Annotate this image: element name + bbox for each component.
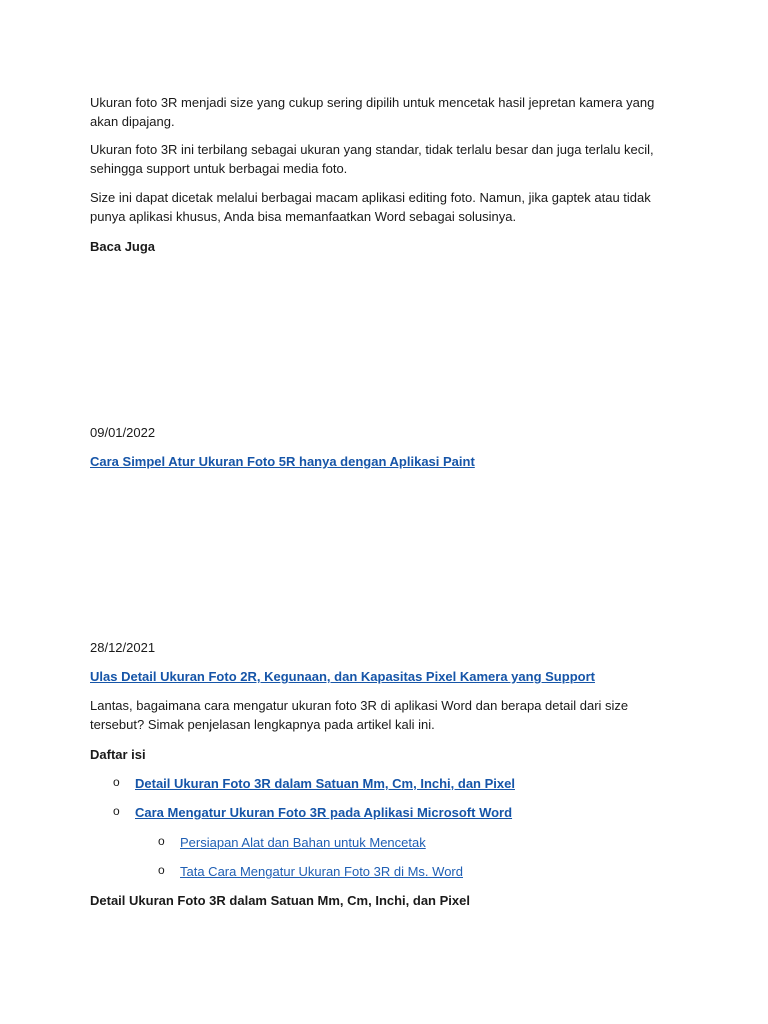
intro-paragraph-3: Size ini dapat dicetak melalui berbagai macam aplikasi editing foto. Namun, jika gaptek atau tidak punya aplikasi khusus, Anda bisa memanfaatkan Word sebagai solusinya. <box>90 190 651 224</box>
lead-paragraph: Lantas, bagaimana cara mengatur ukuran foto 3R di aplikasi Word dan berapa detail dari size tersebut? Simak penjelasan lengkapnya pada artikel kali ini. <box>90 698 629 732</box>
intro-paragraph-1: Ukuran foto 3R menjadi size yang cukup sering dipilih untuk mencetak hasil jepretan kamera yang akan dipajang. <box>90 95 655 129</box>
toc-bullet: o <box>113 775 120 789</box>
toc-sublink[interactable]: Tata Cara Mengatur Ukuran Foto 3R di Ms. Word <box>180 864 463 879</box>
related-article-date: 09/01/2022 <box>90 425 156 440</box>
related-article-date: 28/12/2021 <box>90 640 156 655</box>
related-article-link[interactable]: Cara Simpel Atur Ukuran Foto 5R hanya dengan Aplikasi Paint <box>90 454 475 469</box>
toc-sublink[interactable]: Persiapan Alat dan Bahan untuk Mencetak <box>180 835 426 850</box>
baca-juga-heading: Baca Juga <box>90 239 156 254</box>
related-article-link[interactable]: Ulas Detail Ukuran Foto 2R, Kegunaan, dan Kapasitas Pixel Kamera yang Support <box>90 669 595 684</box>
toc-bullet: o <box>158 834 165 848</box>
toc-bullet: o <box>158 863 165 877</box>
section-heading: Detail Ukuran Foto 3R dalam Satuan Mm, Cm, Inchi, dan Pixel <box>90 893 470 908</box>
toc-bullet: o <box>113 804 120 818</box>
toc-heading: Daftar isi <box>90 747 146 762</box>
intro-paragraph-2: Ukuran foto 3R ini terbilang sebagai ukuran yang standar, tidak terlalu besar dan juga terlalu kecil, sehingga support untuk berbagai media foto. <box>90 142 654 176</box>
toc-link[interactable]: Cara Mengatur Ukuran Foto 3R pada Aplikasi Microsoft Word <box>135 805 513 820</box>
toc-link[interactable]: Detail Ukuran Foto 3R dalam Satuan Mm, Cm, Inchi, dan Pixel <box>135 776 515 791</box>
